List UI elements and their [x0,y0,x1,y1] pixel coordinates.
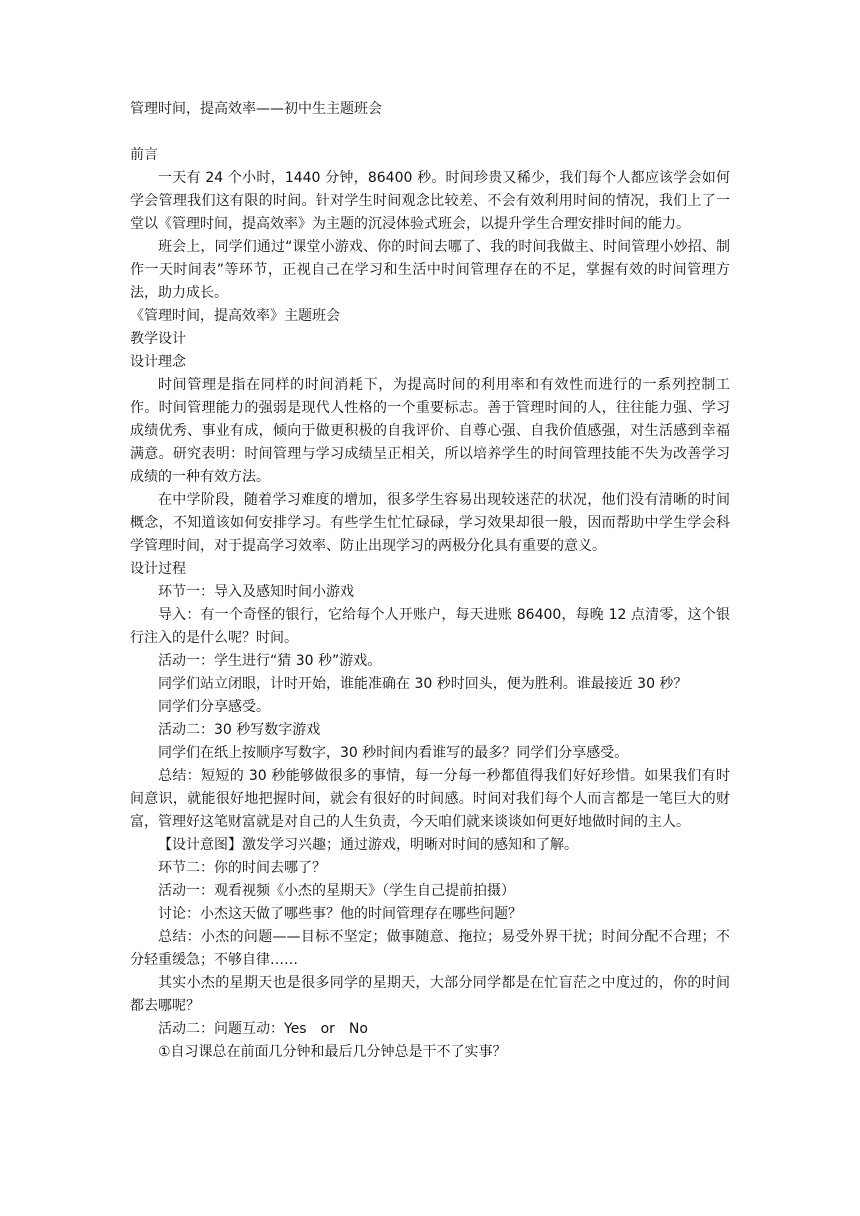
teaching-design-heading: 教学设计 [130,331,186,347]
step-2-heading: 环节二：你的时间去哪了？ [158,860,326,876]
activity-1-heading: 活动一：学生进行“猜 30 秒”游戏。 [158,653,382,669]
step-1-heading: 环节一：导入及感知时间小游戏 [158,584,354,600]
activity-1-description: 同学们站立闭眼，计时开始，谁能准确在 30 秒时回头，便为胜利。谁最接近 30 秒？ [158,676,688,692]
concept-paragraph-2: 在中学阶段，随着学习难度的增加，很多学生容易出现较迷茫的状况，他们没有清晰的时间概念，不知道该如何安排学习。有些学生忙忙碌碌，学习效果却很一般，因而帮助中学生学会科学管理时间，对于提高学习效率、防止出现学习的两极分化具有重要的意义。 [130,492,730,554]
document-title: 管理时间，提高效率——初中生主题班会 [130,101,382,117]
preface-heading: 前言 [130,147,158,163]
preface-paragraph-1: 一天有 24 个小时，1440 分钟，86400 秒。时间珍贵又稀少，我们每个人都应该学会如何学会管理我们这有限的时间。针对学生时间观念比较差、不会有效利用时间的情况，我们上了一堂以《管理时间，提高效率》为主题的沉浸体验式班会，以提升学生合理安排时间的能力。 [130,170,730,232]
question-1: ①自习课总在前面几分钟和最后几分钟总是干不了实事？ [158,1044,507,1060]
class-meeting-subtitle: 《管理时间，提高效率》主题班会 [130,308,340,324]
preface-paragraph-2: 班会上，同学们通过“课堂小游戏、你的时间去哪了、我的时间我做主、时间管理小妙招、制作一天时间表”等环节，正视自己在学习和生活中时间管理存在的不足，掌握有效的时间管理方法，助力成长。 [130,239,730,301]
step-2-activity-1: 活动一：观看视频《小杰的星期天》（学生自己提前拍摄） [158,883,515,899]
step-2-activity-2: 活动二：问题互动：Yes or No [158,1021,368,1037]
summary-2-paragraph: 总结：小杰的问题——目标不坚定；做事随意、拖拉；易受外界干扰；时间分配不合理；不分轻重缓急；不够自律…… [130,929,730,968]
share-feelings-line: 同学们分享感受。 [158,699,270,715]
concept-paragraph-1: 时间管理是指在同样的时间消耗下，为提高时间的利用率和有效性而进行的一系列控制工作。时间管理能力的强弱是现代人性格的一个重要标志。善于管理时间的人，往往能力强、学习成绩优秀、事业有成，倾向于做更积极的自我评价、自尊心强、自我价值感强，对生活感到幸福满意。研究表明：时间管理与学习成绩呈正相关，所以培养学生的时间管理技能不失为改善学习成绩的一种有效方法。 [130,377,730,485]
design-process-heading: 设计过程 [130,561,186,577]
summary-1-paragraph: 总结：短短的 30 秒能够做很多的事情，每一分每一秒都值得我们好好珍惜。如果我们有时间意识，就能很好地把握时间，就会有很好的时间感。时间对我们每个人而言都是一笔巨大的财富，管理好这笔财富就是对自己的人生负责，今天咱们就来谈谈如何更好地做时间的主人。 [130,768,730,830]
intro-paragraph: 导入：有一个奇怪的银行，它给每个人开账户，每天进账 86400，每晚 12 点清零，这个银行注入的是什么呢？时间。 [130,607,730,646]
design-intent-1: 【设计意图】激发学习兴趣；通过游戏，明晰对时间的感知和了解。 [158,837,578,853]
activity-2-heading: 活动二：30 秒写数字游戏 [158,722,321,738]
activity-2-description: 同学们在纸上按顺序写数字，30 秒时间内看谁写的最多？同学们分享感受。 [158,745,629,761]
document-page [130,98,730,1064]
design-concept-heading: 设计理念 [130,354,186,370]
discussion-line: 讨论：小杰这天做了哪些事？他的时间管理存在哪些问题？ [158,906,522,922]
reflection-paragraph: 其实小杰的星期天也是很多同学的星期天，大部分同学都是在忙盲茫之中度过的，你的时间都去哪呢？ [130,975,730,1014]
